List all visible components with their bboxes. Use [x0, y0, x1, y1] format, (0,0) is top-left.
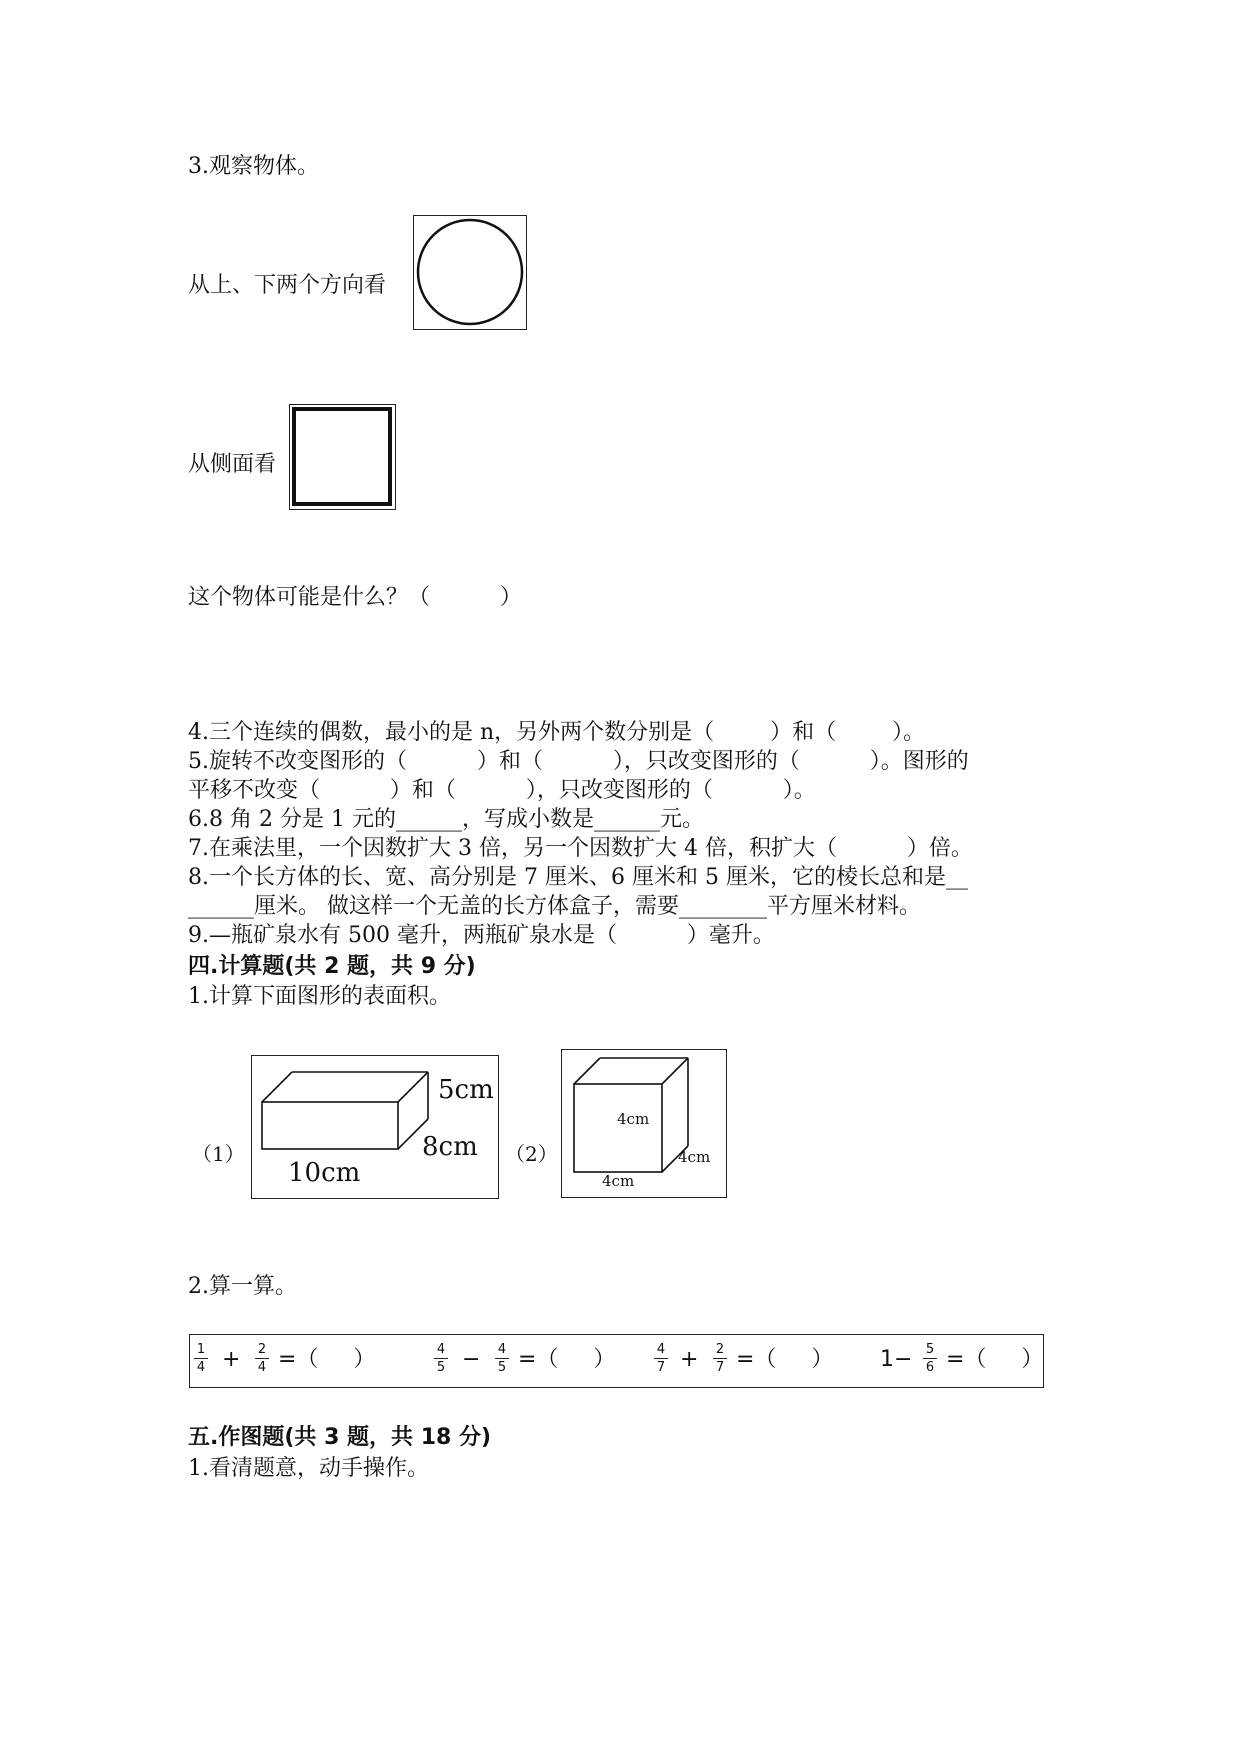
operator-3: + — [680, 1347, 699, 1372]
figure-2-height-label: 4cm — [617, 1110, 650, 1128]
question-5-line-2: 平移不改变（ ）和（ ），只改变图形的（ ）。 — [188, 778, 816, 803]
fraction-1b: 2 4 — [255, 1343, 269, 1374]
question-5-line-1: 5.旋转不改变图形的（ ）和（ ），只改变图形的（ ）。图形的 — [188, 749, 969, 774]
figure-2-label: （2） — [505, 1142, 558, 1166]
fraction-2b: 4 5 — [495, 1343, 509, 1374]
answer-blank-2[interactable]: =（ ） — [518, 1347, 616, 1372]
section-4-question-2: 2.算一算。 — [188, 1274, 297, 1299]
section-5-question-1: 1.看清题意，动手操作。 — [188, 1456, 429, 1481]
answer-blank-1[interactable]: =（ ） — [278, 1347, 376, 1372]
side-view-figure — [289, 404, 396, 510]
top-view-figure — [413, 215, 527, 330]
calculation-strip — [189, 1334, 1044, 1388]
fraction-4b: 5 6 — [923, 1343, 937, 1374]
question-3-prompt: 这个物体可能是什么？（ ） — [188, 585, 522, 610]
figure-2-length-label: 4cm — [602, 1172, 635, 1190]
section-4-question-1: 1.计算下面图形的表面积。 — [188, 984, 451, 1009]
question-7: 7.在乘法里，一个因数扩大 3 倍，另一个因数扩大 4 倍，积扩大（ ）倍。 — [188, 836, 973, 861]
figure-1-height-label: 5cm — [438, 1075, 494, 1105]
operator-1: + — [222, 1347, 241, 1372]
question-4: 4.三个连续的偶数，最小的是 n，另外两个数分别是（ ）和（ ）。 — [188, 720, 926, 745]
operator-2: − — [462, 1347, 481, 1372]
section-4-heading: 四.计算题(共 2 题，共 9 分) — [188, 954, 476, 979]
top-view-label: 从上、下两个方向看 — [188, 273, 387, 298]
fraction-1a: 1 4 — [194, 1343, 208, 1374]
square-shape — [290, 405, 395, 509]
answer-blank-4[interactable]: =（ ） — [946, 1347, 1044, 1372]
question-6: 6.8 角 2 分是 1 元的______，写成小数是______元。 — [188, 807, 704, 832]
question-3-title: 3.观察物体。 — [188, 154, 319, 179]
circle-shape — [414, 216, 526, 329]
whole-number-4: 1− — [880, 1347, 913, 1372]
figure-1-label: （1） — [192, 1142, 245, 1166]
figure-1-length-label: 10cm — [288, 1158, 361, 1188]
question-9: 9.—瓶矿泉水有 500 毫升，两瓶矿泉水是（ ）毫升。 — [188, 923, 775, 948]
question-8-line-1: 8.一个长方体的长、宽、高分别是 7 厘米、6 厘米和 5 厘米，它的棱长总和是__ — [188, 865, 968, 890]
side-view-label: 从侧面看 — [188, 452, 277, 477]
figure-1-cuboid — [251, 1055, 499, 1199]
figure-2-cube — [561, 1049, 727, 1198]
answer-blank-3[interactable]: =（ ） — [736, 1347, 834, 1372]
fraction-3a: 4 7 — [654, 1343, 668, 1374]
figure-1-width-label: 8cm — [422, 1132, 478, 1162]
section-5-heading: 五.作图题(共 3 题，共 18 分) — [188, 1425, 492, 1450]
figure-2-width-label: 4cm — [678, 1148, 711, 1166]
fraction-3b: 2 7 — [713, 1343, 727, 1374]
fraction-2a: 4 5 — [434, 1343, 448, 1374]
question-8-line-2: ______厘米。 做这样一个无盖的长方体盒子，需要________平方厘米材料。 — [188, 894, 921, 919]
